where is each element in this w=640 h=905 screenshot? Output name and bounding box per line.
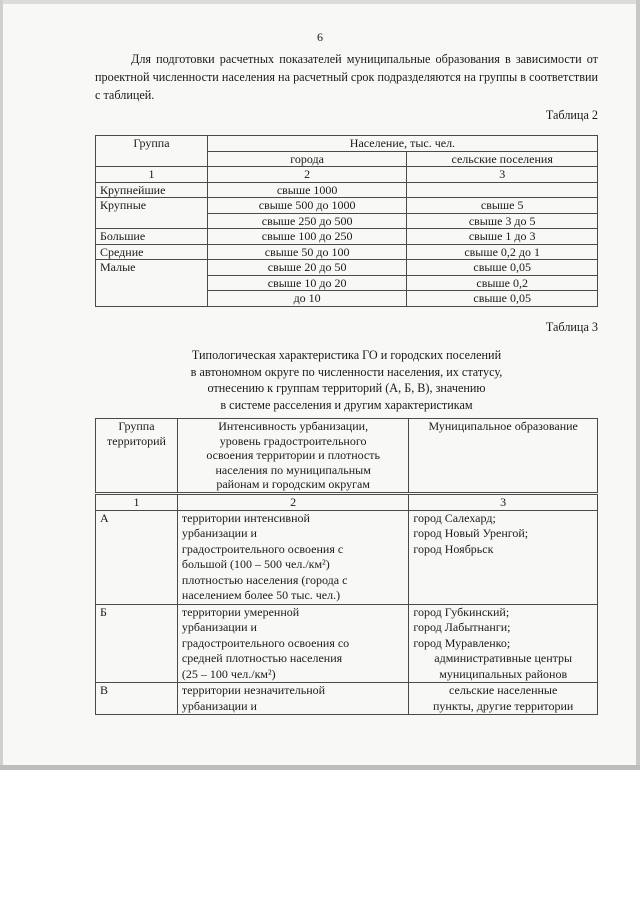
- table2-city-cell: свыше 100 до 250: [207, 229, 407, 245]
- desc-line: плотностью населения (города с: [181, 572, 348, 587]
- table2-header-row: [96, 136, 598, 152]
- table3-colnum-2: 2: [177, 494, 408, 511]
- muni-line: город Салехард;: [413, 510, 496, 525]
- table2-group-cell: [96, 291, 208, 307]
- table3-desc-cell: [177, 683, 408, 715]
- header-line: территорий: [107, 433, 166, 448]
- table3-desc-cell: [177, 510, 408, 604]
- table3-colnum-3: 3: [409, 494, 598, 511]
- page-edge-left: [0, 0, 3, 770]
- table2-rural-cell: свыше 3 до 5: [407, 213, 598, 229]
- table-row: [96, 275, 598, 291]
- table-row: [96, 510, 598, 604]
- desc-line: (25 – 100 чел./км²): [181, 666, 276, 681]
- table3-group-cell: Б: [96, 604, 178, 683]
- desc-line: градостроительного освоения со: [181, 635, 350, 650]
- table2-rural-cell: [407, 182, 598, 198]
- header-line: освоения территории и плотность: [206, 448, 380, 462]
- table2-colnum-row: [96, 167, 598, 183]
- table2-colnum-3: 3: [407, 167, 598, 183]
- muni-line: город Губкинский;: [413, 604, 510, 619]
- desc-line: территории незначительной: [181, 683, 326, 697]
- table-row: [96, 260, 598, 276]
- page-number: 6: [317, 30, 323, 44]
- desc-line: средней плотностью населения: [181, 651, 343, 665]
- desc-line: градостроительного освоения с: [181, 541, 344, 556]
- page-edge-right: [636, 0, 640, 770]
- table2-colnum-1: 1: [96, 167, 208, 183]
- table2-population-groups: [95, 135, 598, 307]
- muni-line: город Новый Уренгой;: [413, 526, 529, 540]
- page-edge-top: [0, 0, 640, 4]
- table2-colnum-2: 2: [207, 167, 407, 183]
- table2-rural-cell: свыше 1 до 3: [407, 229, 598, 245]
- table-row: [96, 291, 598, 307]
- table2-rural-cell: свыше 0,2 до 1: [407, 244, 598, 260]
- muni-line: административные центры: [434, 651, 573, 665]
- table3-label: Таблица 3: [545, 320, 598, 334]
- table3-header-group: [96, 419, 178, 494]
- table2-group-cell: Малые: [96, 260, 208, 276]
- header-line: Интенсивность урбанизации,: [218, 419, 369, 433]
- table2-rural-cell: свыше 5: [407, 198, 598, 214]
- page-edge-bottom: [0, 765, 640, 770]
- table2-group-cell: [96, 213, 208, 229]
- header-line: районам и городским округам: [216, 477, 370, 491]
- table3-title-line: в автономном округе по численности населения, их статусу,: [190, 364, 503, 379]
- table2-group-cell: Крупные: [96, 198, 208, 214]
- table3-muni-cell: [409, 604, 598, 683]
- table2-city-cell: свыше 20 до 50: [207, 260, 407, 276]
- header-line: уровень градостроительного: [219, 433, 367, 448]
- table2-group-cell: Средние: [96, 244, 208, 260]
- table3-typology: [95, 418, 598, 715]
- table2-group-cell: [96, 275, 208, 291]
- table-row: [96, 213, 598, 229]
- table2-header-cities: города: [207, 151, 407, 167]
- table2-city-cell: свыше 50 до 100: [207, 244, 407, 260]
- table2-rural-cell: свыше 0,05: [407, 260, 598, 276]
- table2-group-cell: Крупнейшие: [96, 182, 208, 198]
- table3-colnum-row: [96, 494, 598, 511]
- table2-header-group: Группа: [96, 136, 208, 167]
- muni-line: пункты, другие территории: [432, 698, 574, 713]
- table2-group-cell: Большие: [96, 229, 208, 245]
- muni-line: город Муравленко;: [413, 635, 511, 650]
- table3-header-municipality: [409, 419, 598, 494]
- table2-city-cell: свыше 10 до 20: [207, 275, 407, 291]
- desc-line: урбанизации и: [181, 526, 257, 540]
- desc-line: населением более 50 тыс. чел.): [181, 588, 341, 602]
- table2-rural-cell: свыше 0,2: [407, 275, 598, 291]
- desc-line: большой (100 – 500 чел./км²): [181, 557, 330, 571]
- desc-line: урбанизации и: [181, 620, 257, 634]
- table3-header-intensity: [177, 419, 408, 494]
- table-row: [96, 244, 598, 260]
- table3-title: [95, 347, 598, 413]
- table3-muni-cell: [409, 510, 598, 604]
- table3-title-line: Типологическая характеристика ГО и городских поселений: [191, 348, 502, 362]
- table2-label: Таблица 2: [545, 108, 598, 122]
- muni-line: сельские населенные: [449, 683, 558, 697]
- header-line: Группа: [118, 419, 155, 433]
- table3-title-line: отнесению к группам территорий (А, Б, В), значению: [207, 381, 486, 395]
- table2-city-cell: свыше 500 до 1000: [207, 198, 407, 214]
- desc-line: территории умеренной: [181, 604, 300, 619]
- table3-muni-cell: [409, 683, 598, 715]
- table2-city-cell: свыше 250 до 500: [207, 213, 407, 229]
- table3-desc-cell: [177, 604, 408, 683]
- table-row: [96, 182, 598, 198]
- table-row: [96, 683, 598, 715]
- table-row: [96, 198, 598, 214]
- table3-group-cell: А: [96, 510, 178, 604]
- desc-line: урбанизации и: [181, 698, 257, 713]
- table-row: [96, 229, 598, 245]
- table2-header-rural: сельские поселения: [407, 151, 598, 167]
- muni-line: город Лабытнанги;: [413, 620, 511, 634]
- header-line: Муниципальное образование: [428, 419, 578, 433]
- table3-title-line: в системе расселения и другим характеристикам: [220, 397, 473, 412]
- table2-rural-cell: свыше 0,05: [407, 291, 598, 307]
- desc-line: территории интенсивной: [181, 510, 310, 525]
- header-line: населения по муниципальным: [215, 462, 371, 477]
- table2-city-cell: свыше 1000: [207, 182, 407, 198]
- table3-header-row: [96, 419, 598, 494]
- table3-group-cell: В: [96, 683, 178, 715]
- table2-city-cell: до 10: [207, 291, 407, 307]
- table3-colnum-1: 1: [96, 494, 178, 511]
- intro-paragraph: Для подготовки расчетных показателей муниципальные образования в зависимости от проектной численности населения на расчетный срок подразделяются на группы в соответствии с таблицей.: [95, 52, 598, 102]
- muni-line: город Ноябрьск: [413, 541, 494, 556]
- table-row: [96, 604, 598, 683]
- table2-header-population: Население, тыс. чел.: [207, 136, 597, 152]
- muni-line: муниципальных районов: [439, 666, 568, 681]
